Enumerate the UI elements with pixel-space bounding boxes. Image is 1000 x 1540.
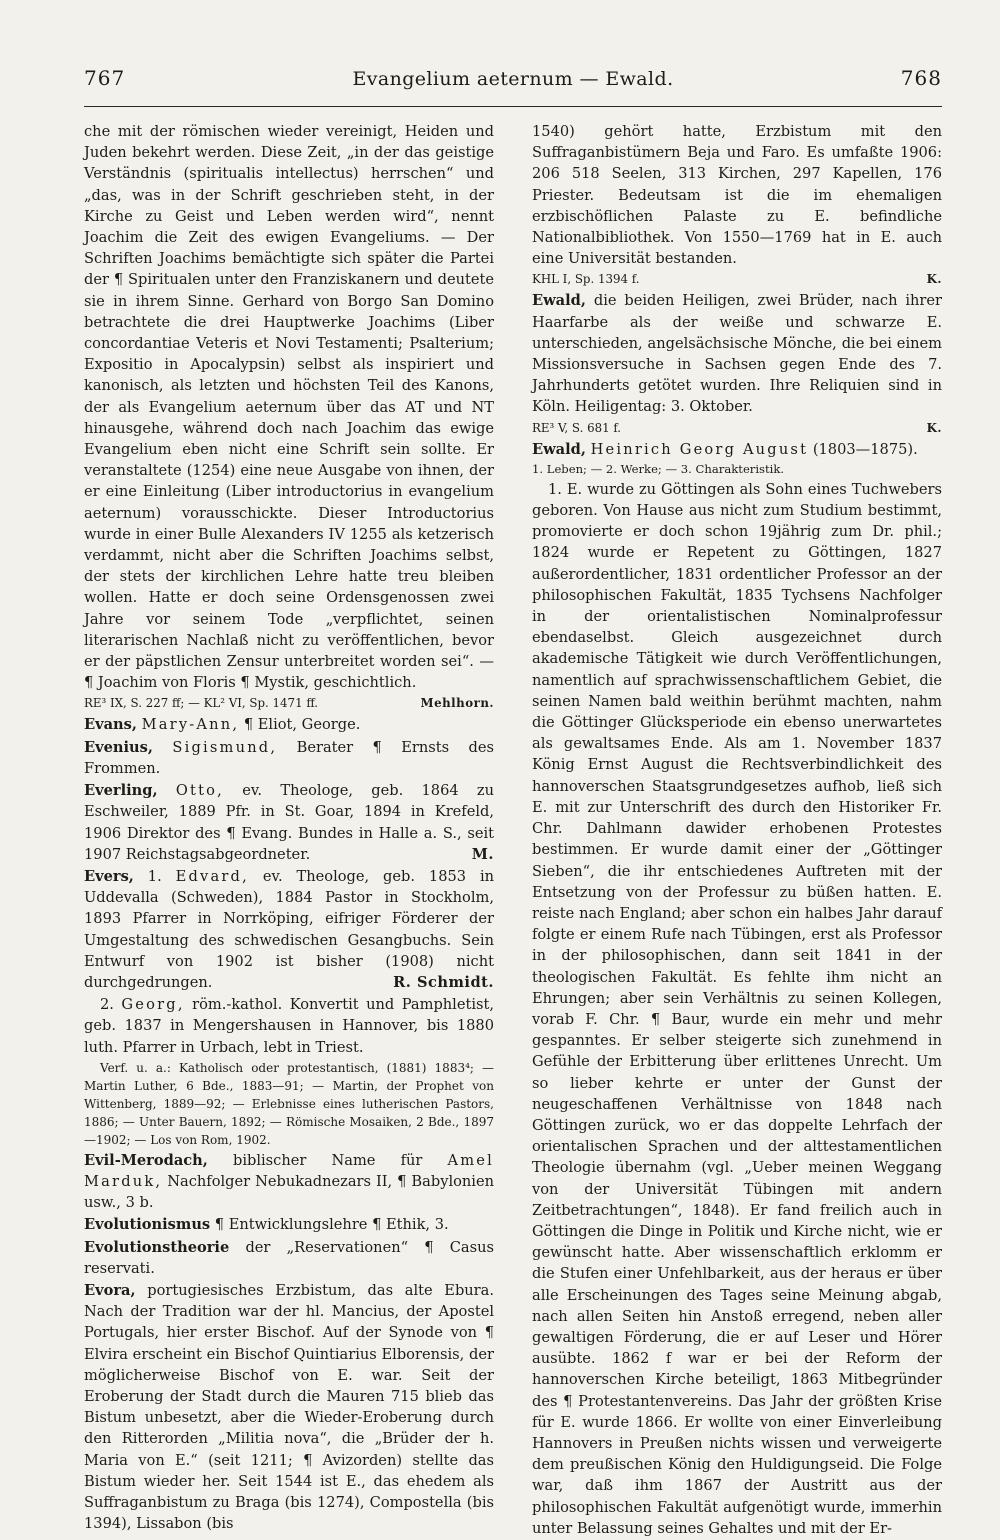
entry-evora: [84, 1280, 494, 1534]
name-spaced: Amel Marduk,: [84, 1151, 494, 1190]
running-title: Evangelium aeternum — Ewald.: [352, 68, 674, 90]
entry-number: 1.: [147, 867, 162, 885]
entry-text: ¶ Eliot, George.: [243, 716, 361, 734]
entry-ewald-heinrich: [532, 439, 942, 460]
entry-text: ev. Theologe, geb. 1853 in Uddevalla (Schweden), 1884 Pastor in Stockholm, 1893 Pfarrer in Norrköping, eifriger Förderer der Umgestaltung des schwedischen Gesangbuchs. Sein Entwurf von 1902 ist bisher (1908) nicht durchgedrungen.: [84, 867, 495, 991]
entry-contents: 1. Leben; — 2. Werke; — 3. Charakteristik.: [532, 461, 785, 476]
literature-line: [532, 419, 942, 437]
headword: Evers,: [84, 867, 134, 885]
literature-ref: RE³ V, S. 681 f.: [532, 420, 622, 435]
entry-number: 2.: [100, 996, 114, 1014]
headword: Evora,: [84, 1281, 136, 1299]
entry-text: die beiden Heiligen, zwei Brüder, nach ihrer Haarfarbe als der weiße und schwarze E. unterschieden, angelsächsische Mönche, die bei einem Missionsversuche in Sachsen gegen Ende des 7. Jahrhunderts getötet wurden. Ihre Reliquien sind in Köln. Heiligentag: 3. Oktober.: [532, 292, 942, 416]
literature-ref: RE³ IX, S. 227 ff; — KL² VI, Sp. 1471 ff.: [84, 696, 319, 711]
name-spaced: Sigismund,: [172, 738, 278, 756]
works-list: Verf. u. a.: Katholisch oder protestantisch, (1881) 1883⁴; — Martin Luther, 6 Bde., 1883—91; — Martin, der Prophet von Wittenberg, 1889—92; — Erlebnisse eines lutherischen Pastors, 1886; — Unter Bauern, 1892; — Römische Mosaiken, 2 Bde., 1897—1902; — Los von Rom, 1902.: [84, 1060, 494, 1147]
author-signature: R. Schmidt.: [393, 973, 494, 991]
entry-text: Nachfolger Nebukadnezars II, ¶ Babylonien usw., 3 b.: [84, 1172, 495, 1212]
entry-text: biblischer Name für: [233, 1151, 423, 1169]
headword: Evolutionstheorie: [84, 1238, 230, 1256]
author-signature: Mehlhorn.: [420, 696, 494, 711]
name-spaced: Mary-Ann,: [141, 716, 240, 734]
entry-evers: [84, 866, 494, 993]
literature-line: [532, 270, 942, 288]
right-column: [532, 121, 942, 1540]
headword: Evenius,: [84, 738, 153, 756]
author-signature: M.: [471, 845, 494, 863]
entry-evolutionismus: [84, 1214, 494, 1235]
headword: Everling,: [84, 782, 158, 800]
literature-line: [84, 694, 494, 712]
headword: Evans,: [84, 716, 137, 734]
page-number-right: 768: [900, 66, 942, 90]
entry-evolutionstheorie: [84, 1237, 494, 1279]
entry-evil-merodach: [84, 1150, 494, 1214]
entry-evenius: [84, 737, 494, 779]
name-spaced: Georg,: [121, 996, 185, 1014]
author-signature: K.: [926, 420, 942, 435]
name-spaced: Heinrich Georg August: [590, 440, 809, 458]
literature-ref: KHL I, Sp. 1394 f.: [532, 272, 640, 287]
headword: Evolutionismus: [84, 1216, 211, 1234]
entry-text: röm.-kathol. Konvertit und Pamphletist, geb. 1837 in Mengershausen in Hannover, bis 1880 luth. Pfarrer in Urbach, lebt in Triest.: [84, 996, 495, 1056]
entry-evangelium-continued: che mit der römischen wieder vereinigt, Heiden und Juden bekehrt werden. Diese Zeit, „in der das geistige Verständnis (spiritualis intellectus) herrschen“ und „das, was in der Schrift geschrieben steht, in der Kirche zu Geist und Leben werden wird“, nennt Joachim die Zeit des ewigen Evangeliums. — Der Schriften Joachims bemächtigte sich später die Partei der ¶ Spiritualen unter den Franziskanern und deutete sie in ihrem Sinne. Gerhard von Borgo San Domino betrachtete die drei Hauptwerke Joachims (Liber concordantiae Veteris et Novi Testamenti; Psalterium; Expositio in Apocalypsin) selbst als inspiriert und kanonisch, als letzten und höchsten Teil des Kanons, der als Evangelium aeternum über das AT und NT hinausgehe, während doch nach Joachim das ewige Evangelium eben nicht eine Schrift sein sollte. Er veranstaltete (1254) eine neue Ausgabe von ihnen, der er eine Einleitung (Liber introductorius in evangelium aeternum) vorausschickte. Dieser Introductorius wurde in einer Bulle Alexanders IV 1255 als ketzerisch verdammt, nicht aber die Schriften Joachims selbst, der stets der kirchlichen Lehre hatte treu bleiben wollen. Hatte er doch seine Ordensgenossen zwei Jahre vor seinem Tode „verpflichtet, seinen literarischen Nachlaß nicht zu veröffentlichen, bevor er der päpstlichen Zensur unterbreitet worden sei“. — ¶ Joachim von Floris ¶ Mystik, geschichtlich.: [84, 123, 494, 692]
headword: Ewald,: [532, 440, 586, 458]
entry-text: der „Reservationen“ ¶ Casus reservati.: [84, 1238, 494, 1277]
entry-evers-2: [84, 994, 494, 1058]
entry-text: Berater ¶ Ernsts des Frommen.: [84, 738, 495, 777]
left-column: [84, 121, 494, 1540]
entry-ewald-life: 1. E. wurde zu Göttingen als Sohn eines Tuchwebers geboren. Von Hause aus nicht zum Studium bestimmt, promovierte er doch schon 19jährig zum Dr. phil.; 1824 wurde er Repetent zu Göttingen, 1827 außerordentlicher, 1831 ordentlicher Professor an der philosophischen Fakultät, 1835 Tychsens Nachfolger in der orientalistischen Nominalprofessur ebendaselbst. Gleich ausgezeichnet durch akademische Tätigkeit wie durch Veröffentlichungen, namentlich auf sprachwissenschaftlichem Gebiet, die seinen Namen bald weithin berühmt machten, nahm die Göttinger Glücksperiode ein ebenso unerwartetes als gewaltsames Ende. Als am 1. November 1837 König Ernst August die Rechtsverbindlichkeit des hannoverschen Staatsgrundgesetzes aufhob, ließ sich E. mit zur Unterschrift des durch den Historiker Fr. Chr. Dahlmann dawider erhobenen Protestes bestimmen. Er wurde damit einer der „Göttinger Sieben“, die ihr entschiedenes Auftreten mit der Entsetzung von der Professur zu büßen hatten. E. reiste nach England; aber schon ein halbes Jahr darauf folgte er einem Rufe nach Tübingen, erst als Professor in der philosophischen, dann seit 1841 in der theologischen Fakultät. Es fehlte ihm nicht an Ehrungen; aber sein Verhältnis zu seinen Kollegen, vorab F. Chr. ¶ Baur, wurde ein mehr und mehr gespanntes. Er selber steigerte sich zunehmend in Gefühle der Erbitterung über erlittenes Unrecht. Um so lieber kehrte er unter der Gunst der neugeschaffenen Verhältnisse von 1848 nach Göttingen zurück, wo er das doppelte Lehrfach der orientalischen Sprachen und der alttestamentlichen Theologie übernahm (vgl. „Ueber meinen Weggang von der Universität Tübingen mit andern Zeitbetrachtungen“, 1848). Er fand freilich auch in Göttingen die Dinge in Politik und Kirche nicht, wie er gewünscht hatte. Aber wissenschaftlich erklomm er die Stufen einer Unfehlbarkeit, aus der heraus er über alle Erscheinungen des Tages seine Meinung abgab, nach allen Seiten hin Anstoß erregend, neben aller gewaltigen Förderung, die er auf Leser und Hörer ausübte. 1862 f war er bei der Reform der hannoverschen Kirche beteiligt, 1863 Mitbegründer des ¶ Protestantenvereins. Das Jahr der größten Krise für E. wurde 1866. Er wollte von einer Einverleibung Hannovers in Preußen nichts wissen und verweigerte dem preußischen König den Huldigungseid. Die Folge war, daß ihm 1867 der Austritt aus der philosophischen Fakultät aufgenötigt wurde, immerhin unter Belassung seines Gehaltes und mit der Er-: [532, 480, 942, 1537]
name-spaced: Otto,: [175, 782, 224, 800]
entry-text: ¶ Entwicklungslehre ¶ Ethik, 3.: [214, 1216, 449, 1234]
headword: Ewald,: [532, 292, 586, 310]
entry-evora-continued: 1540) gehört hatte, Erzbistum mit den Suffraganbistümern Beja und Faro. Es umfaßte 1906: 206 518 Seelen, 313 Kirchen, 297 Kapellen, 176 Priester. Bedeutsam ist die im ehemaligen erzbischöflichen Palaste zu E. befindliche Nationalbibliothek. Von 1550—1769 hat in E. auch eine Universität bestanden.: [532, 123, 942, 268]
entry-everling: [84, 780, 494, 865]
page-header: [84, 66, 942, 107]
page-number-left: 767: [84, 66, 126, 90]
headword: Evil-Merodach,: [84, 1151, 208, 1169]
entry-text: portugiesisches Erzbistum, das alte Ebura. Nach der Tradition war der hl. Mancius, der Apostel Portugals, hier erster Bischof. Auf der Synode von ¶ Elvira erscheint ein Bischof Quintiarius Elborensis, der möglicherweise Bischof von E. war. Seit der Eroberung der Stadt durch die Mauren 715 blieb das Bistum unbesetzt, aber die Wieder-Eroberung durch den Ritterorden „Militia nova“, die „Brüder der h. Maria von E.“ (seit 1211; ¶ Avizorden) stellte das Bistum wieder her. Seit 1544 ist E., das ehedem als Suffraganbistum zu Braga (bis 1274), Compostella (bis 1394), Lissabon (bis: [84, 1281, 494, 1533]
entry-ewald-saints: [532, 290, 942, 417]
author-signature: K.: [926, 272, 942, 287]
text-columns: [84, 121, 942, 1540]
entry-text: ev. Theologe, geb. 1864 zu Eschweiler, 1889 Pfr. in St. Goar, 1894 in Krefeld, 1906 Direktor des ¶ Evang. Bundes in Halle a. S., seit 1907 Reichstagsabgeordneter.: [84, 782, 495, 863]
name-spaced: Edvard,: [175, 867, 249, 885]
entry-dates: (1803—1875).: [812, 440, 918, 458]
entry-evans: [84, 714, 494, 735]
